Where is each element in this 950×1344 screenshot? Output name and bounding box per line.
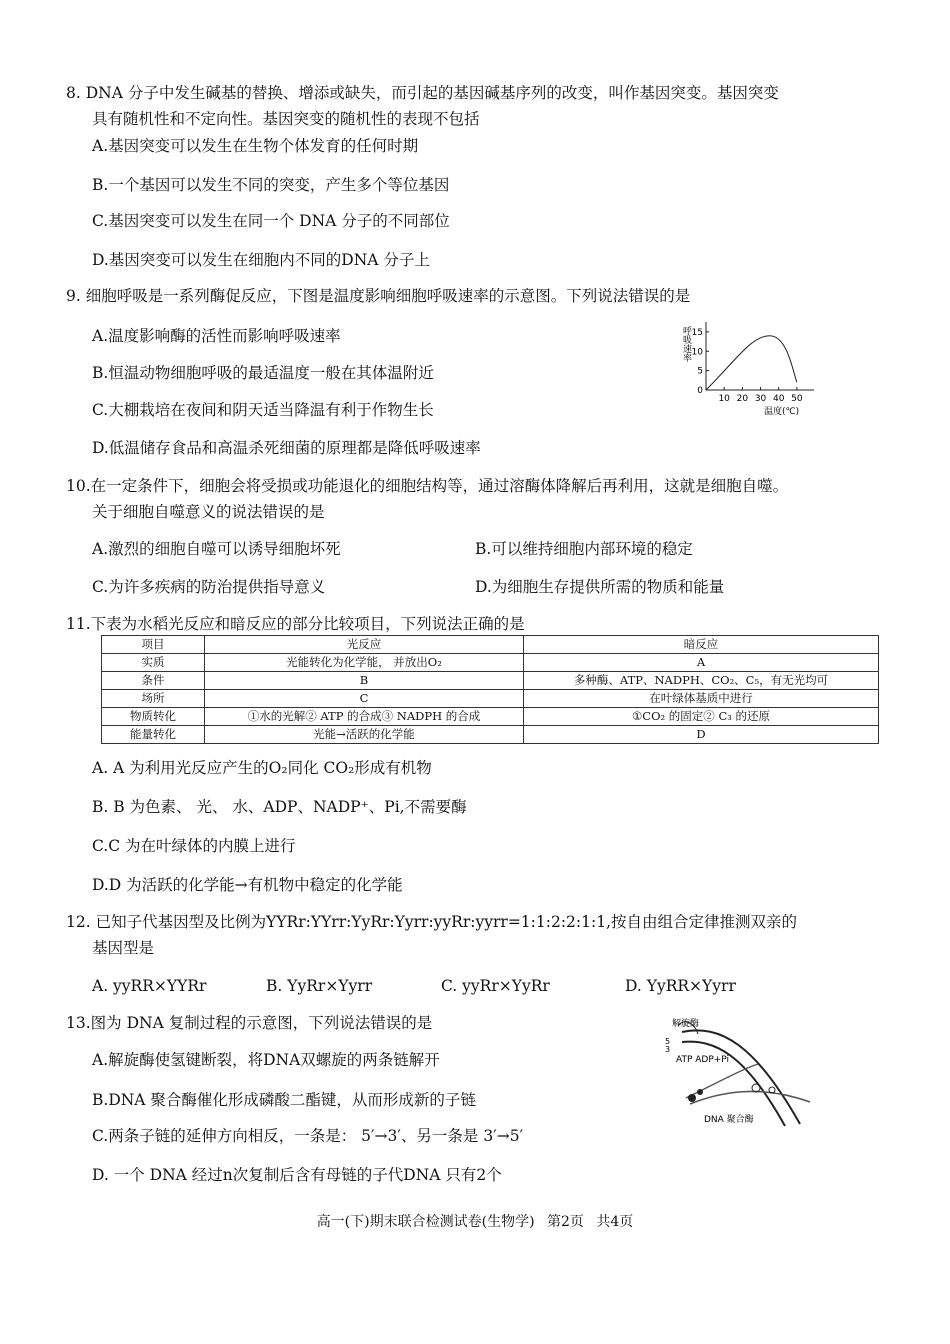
table-cell: 物质转化 (102, 708, 205, 726)
q12-stem-line2: 基因型是 (92, 939, 155, 957)
table-header: 项目 (102, 636, 205, 654)
y-tick-label: 5 (697, 366, 703, 377)
q9-option-a: A.温度影响酶的活性而影响呼吸速率 (92, 327, 341, 345)
table-cell: 条件 (102, 672, 205, 690)
atp-label: ATP ADP+Pi (676, 1055, 730, 1065)
footer-title: 高一(下)期末联合检测试卷(生物学) (316, 1214, 535, 1230)
respiration-curve (706, 336, 797, 390)
parent-strand-upper (682, 1030, 800, 1124)
table-row (102, 708, 879, 726)
q8-stem-line1: 8. DNA 分子中发生碱基的替换、增添或缺失，而引起的基因碱基序列的改变，叫作基因突变。基因突变 (66, 84, 779, 102)
chart-ylabel: 呼吸速率 (681, 326, 691, 362)
polymerase-label: DNA 聚合酶 (704, 1115, 754, 1125)
x-tick-label: 50 (791, 394, 803, 404)
dna-replication-diagram (660, 1014, 820, 1134)
q11-option-b: B. B 为色素、 光、 水、ADP、NADP⁺、Pi,不需要酶 (92, 798, 467, 816)
table-header-row (102, 636, 879, 654)
q12-option-d: D. YyRR×Yyrr (625, 977, 736, 995)
page-footer (0, 1211, 950, 1231)
table-cell: 光能→活跃的化学能 (205, 726, 524, 744)
q13-option-b: B.DNA 聚合酶催化形成磷酸二酯键，从而形成新的子链 (92, 1091, 476, 1109)
q10-option-b: B.可以维持细胞内部环境的稳定 (475, 540, 693, 558)
q12-option-a: A. yyRR×YYRr (92, 977, 207, 995)
q13-option-a: A.解旋酶使氢键断裂，将DNA双螺旋的两条链解开 (92, 1051, 440, 1069)
table-cell: B (205, 672, 524, 690)
y-tick-label: 10 (691, 347, 703, 358)
photosynthesis-comparison-table (101, 635, 879, 744)
q8-option-a: A.基因突变可以发生在生物个体发育的任何时期 (92, 137, 419, 155)
table-cell: 在叶绿体基质中进行 (524, 690, 879, 708)
q10-stem-line2: 关于细胞自噬意义的说法错误的是 (92, 503, 325, 521)
q11-option-a: A. A 为利用光反应产生的O₂同化 CO₂形成有机物 (92, 759, 432, 777)
table-cell: D (524, 726, 879, 744)
x-tick-label: 40 (773, 394, 785, 404)
q11-option-c: C.C 为在叶绿体的内膜上进行 (92, 837, 296, 855)
q8-stem-line2: 具有随机性和不定向性。基因突变的随机性的表现不包括 (92, 110, 480, 128)
q11-option-d: D.D 为活跃的化学能→有机物中稳定的化学能 (92, 876, 403, 894)
x-tick-label: 10 (718, 394, 730, 404)
table-header: 暗反应 (524, 636, 879, 654)
table-cell: A (524, 654, 879, 672)
table-row (102, 672, 879, 690)
q13-option-c: C.两条子链的延伸方向相反，一条是： 5′→3′、另一条是 3′→5′ (92, 1127, 524, 1145)
table-cell: 多种酶、ATP、NADPH、CO₂、C₅，有无光均可 (524, 672, 879, 690)
footer-total: 共4页 (596, 1214, 634, 1230)
daughter-strand (690, 1091, 810, 1104)
daughter-strand-2 (686, 1064, 758, 1098)
q8-option-c: C.基因突变可以发生在同一个 DNA 分子的不同部位 (92, 212, 450, 230)
q10-option-c: C.为许多疾病的防治提供指导意义 (92, 578, 326, 596)
table-row (102, 654, 879, 672)
nucleotide-dot (697, 1089, 703, 1095)
table-cell: ①CO₂ 的固定② C₃ 的还原 (524, 708, 879, 726)
strand-end-5: 5 (665, 1037, 671, 1046)
q12-stem-line1: 12. 已知子代基因型及比例为YYRr:YYrr:YyRr:Yyrr:yyRr:yyrr=1:1:2:2:1:1,按自由组合定律推测双亲的 (66, 913, 798, 931)
y-tick-label: 0 (697, 386, 703, 396)
strand-end-3: 3 (665, 1045, 671, 1054)
table-row (102, 690, 879, 708)
y-tick-label: 15 (691, 327, 703, 338)
respiration-rate-chart (672, 318, 822, 418)
q9-option-c: C.大棚栽培在夜间和阴天适当降温有利于作物生长 (92, 401, 434, 419)
table-cell: ①水的光解② ATP 的合成③ NADPH 的合成 (205, 708, 524, 726)
table-cell: 实质 (102, 654, 205, 672)
q11-stem: 11.下表为水稻光反应和暗反应的部分比较项目，下列说法正确的是 (66, 615, 525, 633)
table-cell: C (205, 690, 524, 708)
q8-option-b: B.一个基因可以发生不同的突变，产生多个等位基因 (92, 176, 450, 194)
q9-option-d: D.低温储存食品和高温杀死细菌的原理都是降低呼吸速率 (92, 439, 481, 457)
footer-page: 第2页 (547, 1214, 584, 1230)
chart-xlabel: 温度(℃) (764, 407, 800, 417)
q10-stem-line1: 10.在一定条件下，细胞会将受损或功能退化的细胞结构等，通过溶酶体降解后再利用，这就是细胞自噬。 (66, 477, 789, 495)
helicase-label: 解旋酶 (672, 1019, 700, 1029)
table-cell: 场所 (102, 690, 205, 708)
q10-option-d: D.为细胞生存提供所需的物质和能量 (475, 578, 725, 596)
table-row (102, 726, 879, 744)
table-header: 光反应 (205, 636, 524, 654)
q12-option-c: C. yyRr×YyRr (441, 977, 550, 995)
x-tick-label: 30 (754, 394, 767, 404)
nucleotide-dot (688, 1094, 696, 1102)
q9-option-b: B.恒温动物细胞呼吸的最适温度一般在其体温附近 (92, 364, 434, 382)
table-cell: 能量转化 (102, 726, 205, 744)
q10-option-a: A.激烈的细胞自噬可以诱导细胞坏死 (92, 540, 341, 558)
q9-stem-line1: 9. 细胞呼吸是一系列酶促反应，下图是温度影响细胞呼吸速率的示意图。下列说法错误的是 (66, 287, 691, 305)
q13-stem: 13.图为 DNA 复制过程的示意图，下列说法错误的是 (66, 1014, 433, 1032)
q8-option-d: D.基因突变可以发生在细胞内不同的DNA 分子上 (92, 251, 430, 269)
q13-option-d: D. 一个 DNA 经过n次复制后含有母链的子代DNA 只有2个 (92, 1166, 502, 1184)
q12-option-b: B. YyRr×Yyrr (266, 977, 373, 995)
table-cell: 光能转化为化学能， 并放出O₂ (205, 654, 524, 672)
x-tick-label: 20 (736, 394, 749, 404)
polymerase-shape (752, 1084, 760, 1092)
